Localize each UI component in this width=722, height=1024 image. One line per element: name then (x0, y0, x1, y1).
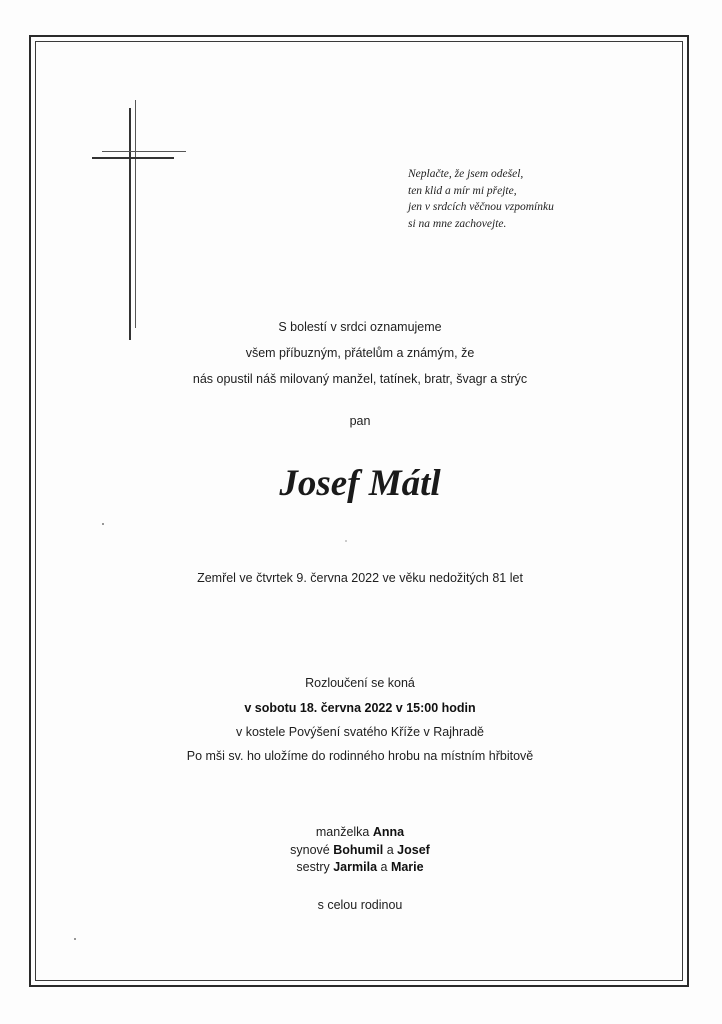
cross-vertical-bar-thin (135, 100, 136, 328)
son-2-name: Josef (397, 843, 430, 857)
conjunction: a (380, 860, 388, 874)
announcement-line-3: nás opustil náš milovaný manžel, tatínek, bratr, švagr a strýc (192, 372, 528, 386)
sons-prefix: synové (290, 843, 330, 857)
scan-speck (345, 540, 347, 542)
farewell-datetime: v sobotu 18. června 2022 v 15:00 hodin (244, 701, 476, 715)
announcement-line-1: S bolestí v srdci oznamujeme (278, 320, 442, 334)
death-info: Zemřel ve čtvrtek 9. června 2022 ve věku nedožitých 81 let (197, 571, 523, 585)
sisters-prefix: sestry (296, 860, 330, 874)
cross-vertical-bar (129, 108, 131, 340)
son-1-name: Bohumil (333, 843, 384, 857)
scan-speck (102, 523, 104, 525)
poem-line: ten klid a mír mi přejte, (408, 184, 517, 197)
cross-horizontal-bar (92, 157, 174, 159)
closing-line: s celou rodinou (317, 898, 403, 912)
scan-speck (74, 938, 76, 940)
mourner-sisters (36, 860, 684, 874)
poem (408, 166, 628, 232)
wife-name: Anna (372, 825, 405, 839)
announcement-line-2: všem příbuzným, přátelům a známým, že (245, 346, 475, 360)
conjunction: a (386, 843, 394, 857)
farewell-burial: Po mši sv. ho uložíme do rodinného hrobu na místním hřbitově (186, 749, 534, 763)
farewell-place: v kostele Povýšení svatého Kříže v Rajhradě (235, 725, 485, 739)
mourner-sons (36, 843, 684, 857)
mourner-wife (36, 825, 684, 839)
poem-line: jen v srdcích věčnou vzpomínku (408, 201, 554, 213)
cross-horizontal-bar-thin (102, 151, 186, 152)
deceased-name: Josef Mátl (279, 463, 441, 504)
poem-line: si na mne zachovejte. (408, 217, 507, 230)
title-word: pan (349, 414, 371, 428)
sister-1-name: Jarmila (333, 860, 378, 874)
poem-line: Neplačte, že jsem odešel, (408, 168, 524, 180)
sister-2-name: Marie (390, 860, 424, 874)
wife-prefix: manželka (315, 825, 370, 839)
farewell-intro: Rozloučení se koná (305, 676, 415, 690)
